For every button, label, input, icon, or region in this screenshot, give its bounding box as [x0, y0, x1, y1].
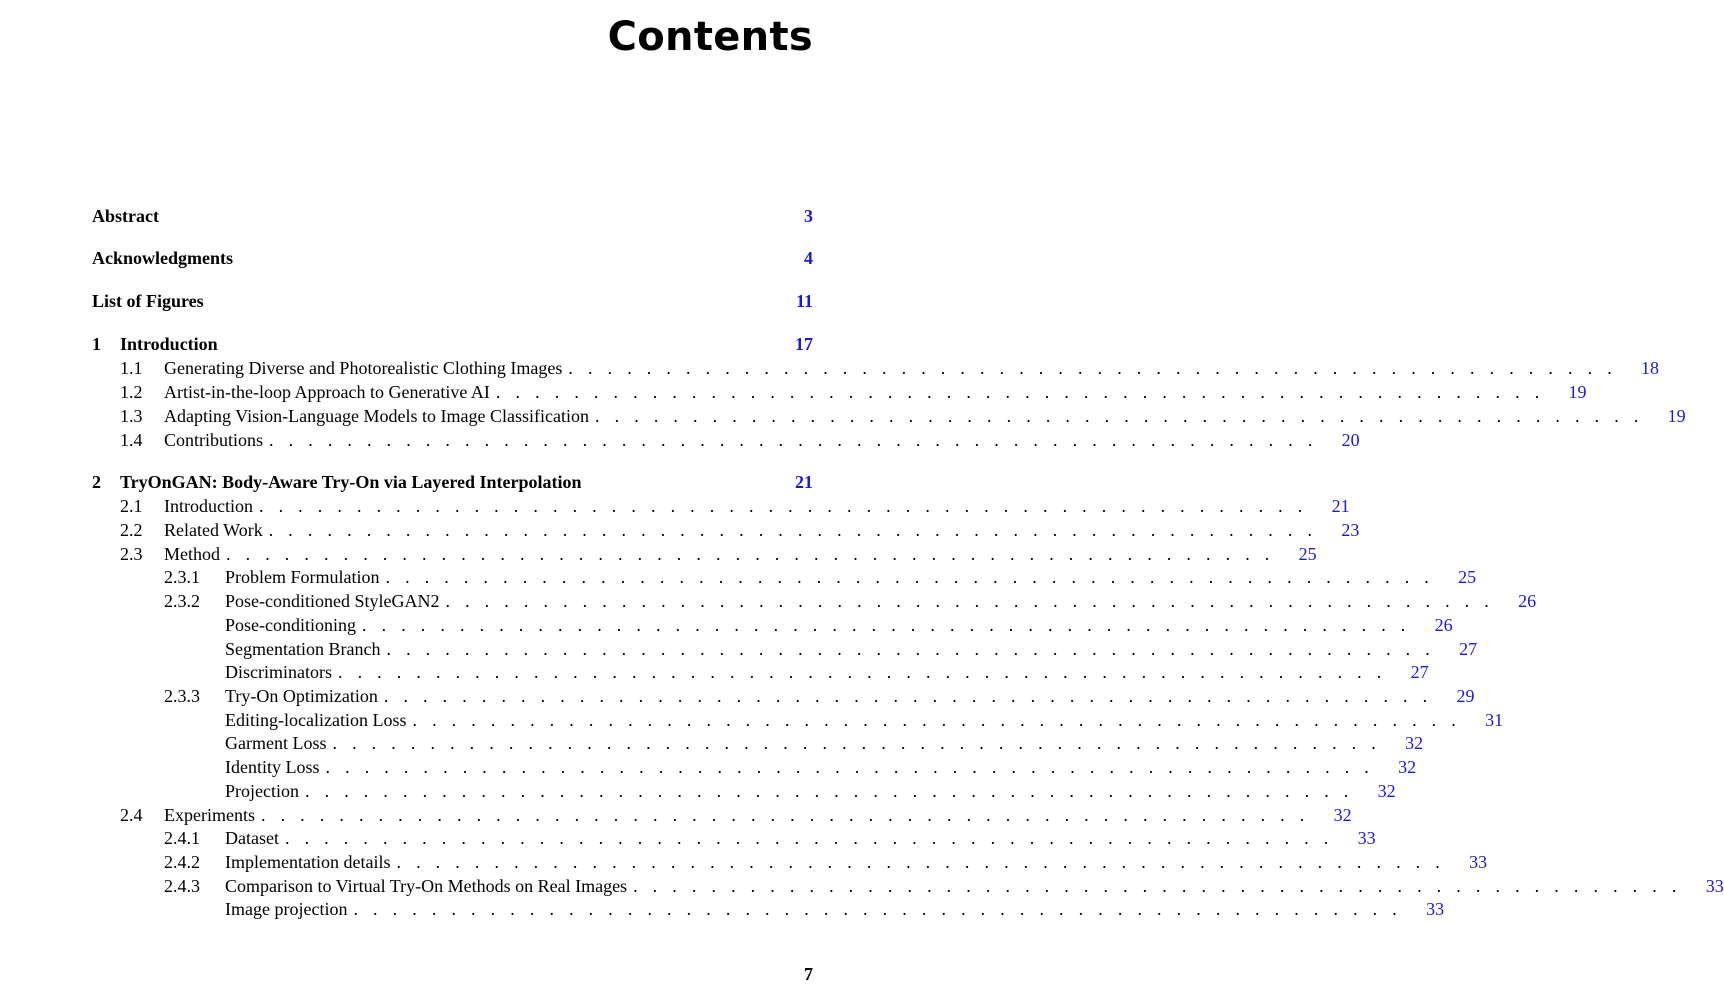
- toc-entry-abstract[interactable]: [92, 204, 813, 228]
- toc-page-link[interactable]: 29: [1456, 686, 1475, 706]
- toc-entry-number: 2.3.2: [164, 591, 200, 611]
- toc-entry-number: 2.2: [120, 520, 143, 540]
- toc-leader-dots: . . . . . . . . . . . . . . . . . . . . . . . . . . . . . . . . . . . . . . . . . . . . . . . . . . . . . .: [568, 358, 1618, 378]
- toc-entry-label: Related Work: [164, 520, 263, 540]
- toc-entry-acknowledgments[interactable]: [92, 246, 813, 270]
- toc-subsection-2-4-3[interactable]: [92, 874, 1724, 898]
- toc-chapter-2[interactable]: [92, 470, 813, 494]
- toc-entry-label: Comparison to Virtual Try-On Methods on Real Images: [225, 876, 628, 896]
- toc-entry-number: 2.3.1: [164, 567, 200, 587]
- toc-entry-list-of-figures[interactable]: [92, 289, 813, 313]
- toc-entry-number: 1.4: [120, 430, 143, 450]
- toc-leader-dots: . . . . . . . . . . . . . . . . . . . . . . . . . . . . . . . . . . . . . . . . . . . . . . . . . . . . . .: [325, 757, 1375, 777]
- toc-page-link[interactable]: 21: [795, 472, 813, 492]
- toc-entry-label: Projection: [225, 781, 299, 801]
- toc-page-link[interactable]: 19: [1568, 382, 1587, 402]
- toc-paragraph-identity-loss[interactable]: [92, 755, 1417, 779]
- toc-page-link[interactable]: 33: [1426, 899, 1445, 919]
- toc-entry-label: Generating Diverse and Photorealistic Clothing Images: [164, 358, 563, 378]
- toc-section-1-1[interactable]: [92, 356, 1660, 380]
- toc-subsection-2-3-3[interactable]: [92, 684, 1475, 708]
- toc-page-link[interactable]: 26: [1518, 591, 1537, 611]
- toc-leader-dots: . . . . . . . . . . . . . . . . . . . . . . . . . . . . . . . . . . . . . . . . . . . . . . . . . . . . . .: [412, 710, 1462, 730]
- toc-leader-dots: . . . . . . . . . . . . . . . . . . . . . . . . . . . . . . . . . . . . . . . . . . . . . . . . . . . . . .: [386, 639, 1436, 659]
- page-number: 7: [804, 964, 813, 984]
- toc-entry-label: Adapting Vision-Language Models to Image Classification: [164, 406, 590, 426]
- toc-subsection-2-4-2[interactable]: [92, 850, 1488, 874]
- toc-leader-dots: . . . . . . . . . . . . . . . . . . . . . . . . . . . . . . . . . . . . . . . . . . . . . . . . . . . . . .: [260, 805, 1310, 825]
- toc-entry-label: Garment Loss: [225, 733, 327, 753]
- toc-subsection-2-4-1[interactable]: [92, 826, 1376, 850]
- toc-page-link[interactable]: 18: [1641, 358, 1660, 378]
- toc-leader-dots: . . . . . . . . . . . . . . . . . . . . . . . . . . . . . . . . . . . . . . . . . . . . . . . . . . . . . .: [258, 496, 1308, 516]
- toc-page-link[interactable]: 32: [1398, 757, 1417, 777]
- toc-entry-label: Implementation details: [225, 852, 391, 872]
- toc-leader-dots: . . . . . . . . . . . . . . . . . . . . . . . . . . . . . . . . . . . . . . . . . . . . . . . . . . . . . .: [495, 382, 1545, 402]
- toc-entry-label: TryOnGAN: Body-Aware Try-On via Layered Interpolation: [120, 472, 582, 492]
- toc-paragraph-editing-localization-loss[interactable]: [92, 708, 1504, 732]
- toc-section-2-2[interactable]: [92, 518, 1360, 542]
- toc-page-link[interactable]: 27: [1410, 662, 1429, 682]
- toc-entry-label: Image projection: [225, 899, 348, 919]
- toc-entry-number: 2.3: [120, 544, 143, 564]
- toc-entry-number: 2.4.3: [164, 876, 200, 896]
- toc-entry-label: Problem Formulation: [225, 567, 380, 587]
- toc-page-link[interactable]: 23: [1341, 520, 1360, 540]
- toc-leader-dots: . . . . . . . . . . . . . . . . . . . . . . . . . . . . . . . . . . . . . . . . . . . . . . . . . . . . . .: [269, 430, 1318, 450]
- toc-leader-dots: . . . . . . . . . . . . . . . . . . . . . . . . . . . . . . . . . . . . . . . . . . . . . . . . . . . . . .: [305, 781, 1354, 801]
- toc-entry-number: 2.4.1: [164, 828, 200, 848]
- toc-entry-number: 1.3: [120, 406, 143, 426]
- toc-entry-label: Try-On Optimization: [225, 686, 378, 706]
- toc-leader-dots: . . . . . . . . . . . . . . . . . . . . . . . . . . . . . . . . . . . . . . . . . . . . . . . . . . . . . .: [353, 899, 1403, 919]
- toc-subsection-2-3-2[interactable]: [92, 589, 1537, 613]
- toc-subsection-2-3-1[interactable]: [92, 565, 1477, 589]
- toc-paragraph-garment-loss[interactable]: [92, 731, 1424, 755]
- toc-entry-label: Acknowledgments: [92, 248, 234, 268]
- toc-section-2-3[interactable]: [92, 542, 1317, 566]
- toc-entry-number: 1.2: [120, 382, 143, 402]
- toc-page-link[interactable]: 11: [795, 291, 813, 311]
- toc-page-link[interactable]: 27: [1459, 639, 1478, 659]
- toc-entry-label: Abstract: [92, 206, 159, 226]
- toc-page-link[interactable]: 3: [804, 206, 813, 226]
- toc-page-link[interactable]: 32: [1405, 733, 1424, 753]
- toc-page-link[interactable]: 32: [1377, 781, 1396, 801]
- toc-entry-label: Artist-in-the-loop Approach to Generative AI: [164, 382, 490, 402]
- toc-entry-label: Pose-conditioned StyleGAN2: [225, 591, 440, 611]
- toc-entry-label: Identity Loss: [225, 757, 320, 777]
- toc-page-link[interactable]: 33: [1469, 852, 1488, 872]
- toc-entry-label: Pose-conditioning: [225, 615, 356, 635]
- toc-entry-label: List of Figures: [92, 291, 204, 311]
- toc-leader-dots: . . . . . . . . . . . . . . . . . . . . . . . . . . . . . . . . . . . . . . . . . . . . . . . . . . . . . .: [383, 686, 1433, 706]
- toc-leader-dots: . . . . . . . . . . . . . . . . . . . . . . . . . . . . . . . . . . . . . . . . . . . . . . . . . . . . . .: [268, 520, 1318, 540]
- toc-leader-dots: . . . . . . . . . . . . . . . . . . . . . . . . . . . . . . . . . . . . . . . . . . . . . . . . . . . . . .: [445, 591, 1495, 611]
- toc-page-link[interactable]: 32: [1333, 805, 1352, 825]
- toc-page-link[interactable]: 20: [1341, 430, 1360, 450]
- toc-page-link[interactable]: 4: [804, 248, 813, 268]
- page-title: Contents: [607, 14, 813, 60]
- toc-page-link[interactable]: 31: [1485, 710, 1504, 730]
- toc-section-2-1[interactable]: [92, 494, 1350, 518]
- toc-entry-number: 1.1: [120, 358, 143, 378]
- toc-paragraph-discriminators[interactable]: [92, 660, 1429, 684]
- toc-page-link[interactable]: 25: [1298, 544, 1317, 564]
- toc-entry-label: Segmentation Branch: [225, 639, 381, 659]
- toc-entry-label: Introduction: [164, 496, 253, 516]
- toc-entry-label: Contributions: [164, 430, 264, 450]
- toc-entry-number: 2.4: [120, 805, 143, 825]
- toc-page-link[interactable]: 33: [1705, 876, 1724, 896]
- toc-page-link[interactable]: 33: [1357, 828, 1376, 848]
- toc-leader-dots: . . . . . . . . . . . . . . . . . . . . . . . . . . . . . . . . . . . . . . . . . . . . . . . . . . . . . .: [226, 544, 1275, 564]
- toc-entry-label: Method: [164, 544, 220, 564]
- toc-entry-number: 2: [92, 472, 101, 492]
- toc-entry-number: 2.4.2: [164, 852, 200, 872]
- toc-leader-dots: . . . . . . . . . . . . . . . . . . . . . . . . . . . . . . . . . . . . . . . . . . . . . . . . . . . . . .: [385, 567, 1435, 587]
- toc-entry-label: Editing-localization Loss: [225, 710, 407, 730]
- toc-entry-number: 2.3.3: [164, 686, 200, 706]
- toc-section-1-4[interactable]: [92, 428, 1360, 452]
- toc-entry-label: Introduction: [120, 334, 218, 354]
- toc-paragraph-projection[interactable]: [92, 779, 1396, 803]
- toc-paragraph-segmentation-branch[interactable]: [92, 637, 1478, 661]
- toc-leader-dots: . . . . . . . . . . . . . . . . . . . . . . . . . . . . . . . . . . . . . . . . . . . . . . . . . . . . . .: [337, 662, 1387, 682]
- toc-page-link[interactable]: 19: [1667, 406, 1686, 426]
- toc-leader-dots: . . . . . . . . . . . . . . . . . . . . . . . . . . . . . . . . . . . . . . . . . . . . . . . . . . . . . .: [595, 406, 1644, 426]
- toc-entry-number: 2.1: [120, 496, 143, 516]
- toc-leader-dots: . . . . . . . . . . . . . . . . . . . . . . . . . . . . . . . . . . . . . . . . . . . . . . . . . . . . . .: [284, 828, 1334, 848]
- toc-paragraph-pose-conditioning[interactable]: [92, 613, 1453, 637]
- toc-leader-dots: . . . . . . . . . . . . . . . . . . . . . . . . . . . . . . . . . . . . . . . . . . . . . . . . . . . . . .: [633, 876, 1682, 896]
- toc-paragraph-image-projection[interactable]: [92, 897, 1445, 921]
- toc-page-link[interactable]: 21: [1331, 496, 1350, 516]
- toc-section-1-2[interactable]: [92, 380, 1587, 404]
- toc-page-link[interactable]: 26: [1434, 615, 1453, 635]
- toc-section-2-4[interactable]: [92, 803, 1352, 827]
- toc-entry-label: Dataset: [225, 828, 279, 848]
- toc-entry-label: Experiments: [164, 805, 255, 825]
- toc-section-1-3[interactable]: [92, 404, 1686, 428]
- toc-chapter-1[interactable]: [92, 332, 813, 356]
- toc-page-link[interactable]: 25: [1458, 567, 1477, 587]
- toc-leader-dots: . . . . . . . . . . . . . . . . . . . . . . . . . . . . . . . . . . . . . . . . . . . . . . . . . . . . . .: [362, 615, 1411, 635]
- toc-entry-label: Discriminators: [225, 662, 332, 682]
- toc-entry-number: 1: [92, 334, 101, 354]
- toc-leader-dots: . . . . . . . . . . . . . . . . . . . . . . . . . . . . . . . . . . . . . . . . . . . . . . . . . . . . . .: [396, 852, 1446, 872]
- toc-page-link[interactable]: 17: [795, 334, 813, 354]
- toc-leader-dots: . . . . . . . . . . . . . . . . . . . . . . . . . . . . . . . . . . . . . . . . . . . . . . . . . . . . . .: [332, 733, 1382, 753]
